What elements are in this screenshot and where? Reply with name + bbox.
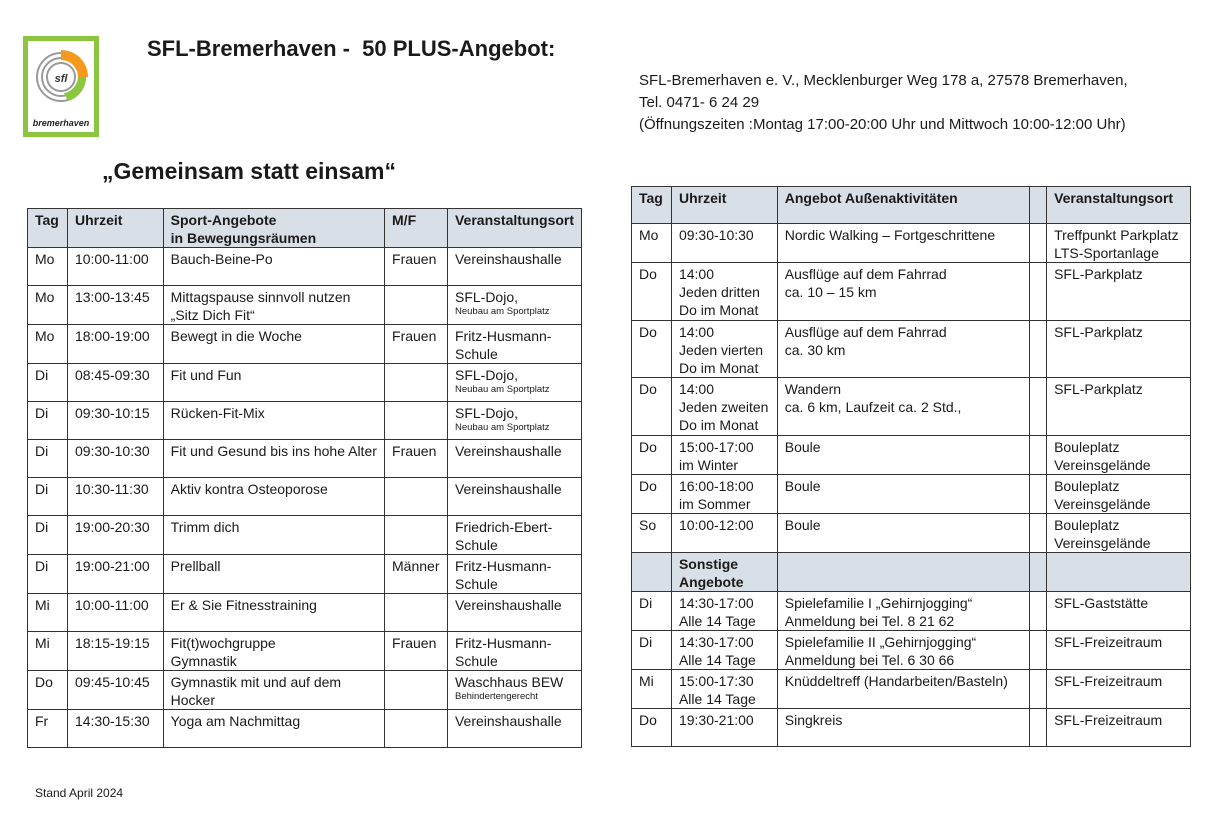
column-header-tag: Tag [632,187,672,224]
day-cell: Di [632,592,672,631]
gender-cell [385,364,448,402]
location-name: Fritz-Husmann- Schule [454,558,552,592]
table-row [28,478,582,516]
location-name: Vereinshaushalle [454,597,562,613]
opening-hours-line: (Öffnungszeiten :Montag 17:00-20:00 Uhr und Mittwoch 10:00-12:00 Uhr) [639,116,1126,133]
location-cell: SFL-Parkplatz [1047,378,1191,436]
outdoor-offers-table [631,186,1191,747]
offer-cell: Ausflüge auf dem Fahrrad ca. 10 – 15 km [777,263,1029,321]
gender-cell: Frauen [385,325,448,364]
column-header-spacer [1030,187,1047,224]
table-row [632,436,1191,475]
location-cell [447,248,581,286]
day-cell: Do [632,321,672,378]
day-cell: Do [632,709,672,747]
time-cell: 14:30-17:00 Alle 14 Tage [671,592,777,631]
day-cell: Do [28,671,68,710]
location-name: Friedrich-Ebert- Schule [454,519,553,553]
offer-cell: Aktiv kontra Osteoporose [163,478,384,516]
address-line: SFL-Bremerhaven e. V., Mecklenburger Weg 178 a, 27578 Bremerhaven, [639,72,1128,89]
offer-cell: Boule [777,475,1029,514]
gender-cell: Männer [385,555,448,594]
gender-cell: Frauen [385,440,448,478]
time-cell: 09:30-10:30 [67,440,163,478]
gender-cell [385,478,448,516]
table-row [28,632,582,671]
location-name: Vereinshaushalle [454,481,562,497]
address-block [639,70,1128,136]
column-header-sport-angebote: Sport-Angebote in Bewegungsräumen [163,209,384,248]
location-cell [447,671,581,710]
location-cell [447,516,581,555]
table-row [28,671,582,710]
day-cell: Do [632,263,672,321]
offer-cell: Boule [777,436,1029,475]
time-cell: 16:00-18:00 im Sommer [671,475,777,514]
column-header-uhrzeit: Uhrzeit [671,187,777,224]
time-cell: 18:15-19:15 [67,632,163,671]
offer-cell: Mittagspause sinnvoll nutzen „Sitz Dich Fit“ [163,286,384,325]
gender-cell: Frauen [385,632,448,671]
gender-cell [385,594,448,632]
table-row [28,325,582,364]
location-cell: SFL-Parkplatz [1047,321,1191,378]
time-cell: 19:00-20:30 [67,516,163,555]
section-label: Sonstige Angebote [671,553,777,592]
spacer-cell [1030,263,1047,321]
day-cell: Mo [28,286,68,325]
location-name: Vereinshaushalle [454,713,562,729]
section-row-sonstige-angebote [632,553,1191,592]
gender-cell [385,710,448,748]
day-cell: Di [28,364,68,402]
location-name: Vereinshaushalle [454,443,562,459]
location-cell: SFL-Freizeitraum [1047,709,1191,747]
table-row [28,440,582,478]
day-cell: Mi [28,594,68,632]
time-cell: 15:00-17:00 im Winter [671,436,777,475]
day-cell: Do [632,436,672,475]
gender-cell [385,516,448,555]
time-cell: 19:00-21:00 [67,555,163,594]
offer-cell: Boule [777,514,1029,553]
table-row [28,286,582,325]
spacer-cell [1030,709,1047,747]
location-note: Neubau am Sportplatz [454,422,550,433]
table-row [632,378,1191,436]
table-row [28,248,582,286]
time-cell: 08:45-09:30 [67,364,163,402]
column-header-veranstaltungsort: Veranstaltungsort [1047,187,1191,224]
location-cell [447,594,581,632]
time-cell: 10:00-11:00 [67,248,163,286]
offer-cell: Singkreis [777,709,1029,747]
offer-cell: Trimm dich [163,516,384,555]
location-cell: SFL-Freizeitraum [1047,670,1191,709]
spacer-cell [1030,631,1047,670]
offer-cell: Gymnastik mit und auf dem Hocker [163,671,384,710]
offer-cell: Er & Sie Fitnesstraining [163,594,384,632]
location-name: Vereinshaushalle [454,251,562,267]
day-cell: Fr [28,710,68,748]
location-cell [447,555,581,594]
time-cell: 10:00-12:00 [671,514,777,553]
page-subtitle: „Gemeinsam statt einsam“ [102,158,397,184]
day-cell: Mo [28,325,68,364]
location-cell [447,286,581,325]
phone-line: Tel. 0471- 6 24 29 [639,94,760,111]
location-cell [447,325,581,364]
offer-cell: Fit und Fun [163,364,384,402]
time-cell: 14:00 Jeden vierten Do im Monat [671,321,777,378]
location-cell [447,440,581,478]
location-name: SFL-Dojo, [454,367,519,383]
time-cell: 18:00-19:00 [67,325,163,364]
day-cell: Mi [28,632,68,671]
location-cell [447,364,581,402]
time-cell: 14:30-15:30 [67,710,163,748]
time-cell: 19:30-21:00 [671,709,777,747]
column-header-uhrzeit: Uhrzeit [67,209,163,248]
time-cell: 14:30-17:00 Alle 14 Tage [671,631,777,670]
location-cell: Bouleplatz Vereinsgelände [1047,514,1191,553]
day-cell: Di [28,402,68,440]
location-cell: Bouleplatz Vereinsgelände [1047,436,1191,475]
spacer-cell [1030,378,1047,436]
location-cell: SFL-Gaststätte [1047,592,1191,631]
day-cell: Di [28,516,68,555]
time-cell: 14:00 Jeden dritten Do im Monat [671,263,777,321]
column-header-mf: M/F [385,209,448,248]
logo-mark-text: sfl [54,73,68,85]
table-row [28,555,582,594]
location-name: Waschhaus BEW [454,674,564,690]
offer-cell: Knüddeltreff (Handarbeiten/Basteln) [777,670,1029,709]
offer-cell: Rücken-Fit-Mix [163,402,384,440]
table-row [632,631,1191,670]
offer-cell: Spielefamilie II „Gehirnjogging“ Anmeldung bei Tel. 6 30 66 [777,631,1029,670]
table-row [632,592,1191,631]
location-name: SFL-Dojo, [454,405,519,421]
location-cell [447,402,581,440]
offer-cell: Fit und Gesund bis ins hohe Alter [163,440,384,478]
time-cell: 15:00-17:30 Alle 14 Tage [671,670,777,709]
offer-cell: Spielefamilie I „Gehirnjogging“ Anmeldung bei Tel. 8 21 62 [777,592,1029,631]
location-cell [447,632,581,671]
column-header-veranstaltungsort: Veranstaltungsort [447,209,581,248]
time-cell: 09:30-10:15 [67,402,163,440]
spacer-cell [1030,670,1047,709]
day-cell: Di [28,555,68,594]
spacer-cell [1030,321,1047,378]
time-cell: 13:00-13:45 [67,286,163,325]
stand-date: Stand April 2024 [35,786,124,800]
section-empty-cell [1030,553,1047,592]
location-note: Neubau am Sportplatz [454,306,550,317]
spacer-cell [1030,592,1047,631]
table-row [632,224,1191,263]
table-row [632,670,1191,709]
day-cell: Mi [632,670,672,709]
table-row [28,364,582,402]
spacer-cell [1030,436,1047,475]
offer-cell: Yoga am Nachmittag [163,710,384,748]
table-row [28,516,582,555]
offer-cell: Nordic Walking – Fortgeschrittene [777,224,1029,263]
location-name: Fritz-Husmann- Schule [454,328,552,362]
section-empty-cell [777,553,1029,592]
gender-cell [385,286,448,325]
spacer-cell [1030,514,1047,553]
location-note: Behindertengerecht [454,691,538,702]
location-cell: Bouleplatz Vereinsgelände [1047,475,1191,514]
offer-cell: Fit(t)wochgruppe Gymnastik [163,632,384,671]
column-header-aussenaktivitaeten: Angebot Außenaktivitäten [777,187,1029,224]
section-empty-cell [632,553,672,592]
location-name: SFL-Dojo, [454,289,519,305]
time-cell: 10:00-11:00 [67,594,163,632]
offer-cell: Bewegt in die Woche [163,325,384,364]
column-header-tag: Tag [28,209,68,248]
time-cell: 14:00 Jeden zweiten Do im Monat [671,378,777,436]
gender-cell [385,671,448,710]
day-cell: So [632,514,672,553]
time-cell: 10:30-11:30 [67,478,163,516]
day-cell: Di [632,631,672,670]
sfl-logo-mark-icon [28,41,94,111]
offer-cell: Prellball [163,555,384,594]
day-cell: Do [632,378,672,436]
day-cell: Di [28,478,68,516]
spacer-cell [1030,475,1047,514]
time-cell: 09:45-10:45 [67,671,163,710]
table-row [632,321,1191,378]
table-row [632,263,1191,321]
day-cell: Mo [632,224,672,263]
table-row [28,710,582,748]
table-row [28,402,582,440]
table-row [28,594,582,632]
table-row [632,709,1191,747]
location-note: Neubau am Sportplatz [454,384,550,395]
offer-cell: Bauch-Beine-Po [163,248,384,286]
day-cell: Di [28,440,68,478]
section-empty-cell [1047,553,1191,592]
table-row [632,514,1191,553]
gender-cell: Frauen [385,248,448,286]
day-cell: Do [632,475,672,514]
offer-cell: Ausflüge auf dem Fahrrad ca. 30 km [777,321,1029,378]
logo-text: bremerhaven [32,118,90,128]
day-cell: Mo [28,248,68,286]
time-cell: 09:30-10:30 [671,224,777,263]
location-cell [447,710,581,748]
location-cell: Treffpunkt Parkplatz LTS-Sportanlage [1047,224,1191,263]
page-title: SFL-Bremerhaven - 50 PLUS-Angebot: [147,36,556,61]
sport-offers-table [27,208,582,748]
location-name: Fritz-Husmann- Schule [454,635,552,669]
location-cell: SFL-Parkplatz [1047,263,1191,321]
offer-cell: Wandern ca. 6 km, Laufzeit ca. 2 Std., [777,378,1029,436]
gender-cell [385,402,448,440]
spacer-cell [1030,224,1047,263]
sfl-logo [23,36,99,137]
location-cell [447,478,581,516]
location-cell: SFL-Freizeitraum [1047,631,1191,670]
table-row [632,475,1191,514]
